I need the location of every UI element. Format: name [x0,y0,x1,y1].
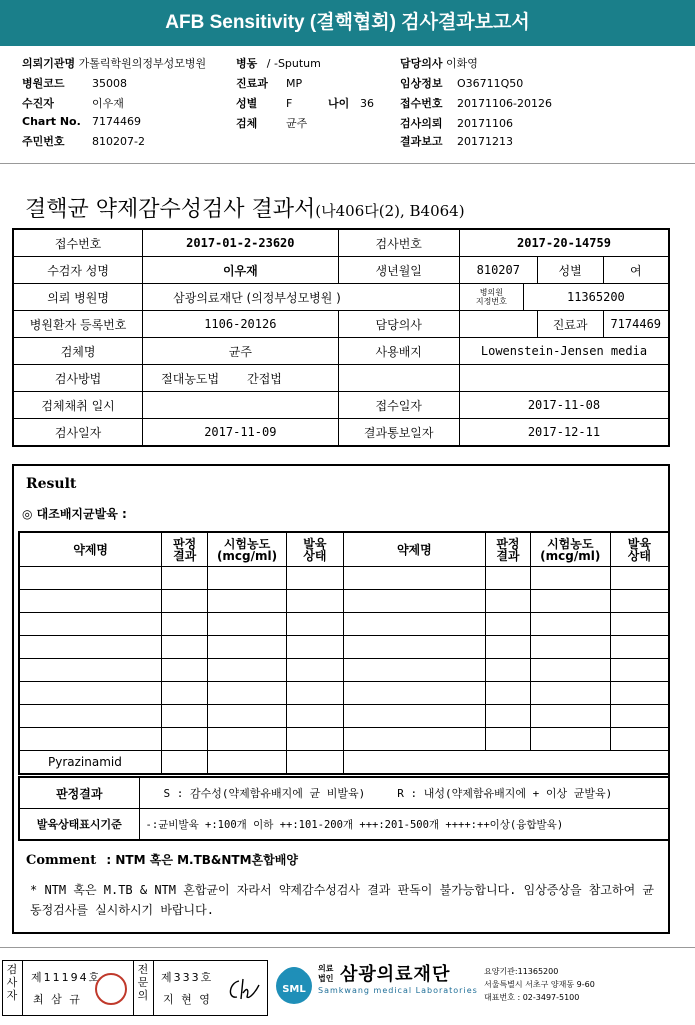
col-conc-2: 시험농도 (mcg/ml) [530,532,610,567]
received-label: 접수일자 [338,392,459,419]
col-drug-2: 약제명 [343,532,485,567]
test-no-label: 검사번호 [338,229,459,257]
specialist-no: 제333호 [161,971,214,984]
examiner-no: 제11194호 [31,971,102,984]
table-row [19,728,669,751]
physician [459,311,537,338]
footer-divider [0,947,695,948]
dob: 810207 [459,257,537,284]
method-blank-2 [459,365,669,392]
collect [143,392,338,419]
sig-divider-2 [133,961,134,1015]
patient-name-label: 수검자 성명 [13,257,143,284]
specialist-name: 지 현 영 [163,993,212,1006]
sex: 여 [603,257,669,284]
report-date: 결과보고 20171213 [400,135,513,148]
growth-label: 발육상태표시기준 [19,809,139,841]
sig-divider [22,961,23,1015]
examiner-name: 최 삼 규 [33,993,82,1006]
collect-label: 검체채취 일시 [13,392,143,419]
table-row [19,705,669,728]
table-row [19,636,669,659]
designated-no: 11365200 [523,284,669,311]
table-row-pyrazinamid [19,751,669,775]
method: 절대농도법 간접법 [143,365,338,392]
dept-label: 진료과 [537,311,603,338]
result-title: Result [26,476,77,492]
judge-legend: S : 감수성(약제함유배지에 균 비발육) R : 내성(약제함유배지에 + 이상 균발육) [139,777,669,809]
method-blank [338,365,459,392]
sig-divider-3 [153,961,154,1015]
request-date: 검사의뢰 20171106 [400,117,513,130]
dob-label: 생년월일 [338,257,459,284]
specialist-label: 전문의 [137,963,149,1002]
sml-logo-icon [272,962,316,1006]
reg-no: 1106-20126 [143,311,338,338]
designated-label: 병의원 지정번호 [459,284,523,311]
comment: Comment : NTM 혹은 M.TB&NTM혼합배양 [26,853,298,868]
ordering-institution: 의뢰기관명 가톨릭학원의정부성모병원 [22,57,207,70]
specimen: 검체 균주 [236,117,308,130]
col-judge-2: 판정 결과 [486,532,531,567]
specimen: 균주 [143,338,338,365]
hospital: 삼광의료재단 (의정부성모병원 ) [143,284,460,311]
table-row [19,682,669,705]
signature-icon [225,975,261,1005]
document-title: 결핵균 약제감수성검사 결과서(나406다(2), B4064) [25,197,465,222]
legend-table [18,776,670,841]
sex-label: 성별 [537,257,603,284]
org-name-en: Samkwang medical Laboratories [318,986,478,995]
receipt-number: 접수번호 20171106-20126 [400,97,552,110]
dept: 진료과 MP [236,77,303,90]
hospital-code: 병원코드 35008 [22,77,127,90]
test-date-label: 검사일자 [13,419,143,447]
test-no: 2017-20-14759 [459,229,669,257]
col-drug: 약제명 [19,532,162,567]
table-row [19,567,669,590]
judge-label: 판정결과 [19,777,139,809]
specimen-label: 검체명 [13,338,143,365]
drug-table [18,531,670,775]
test-date: 2017-11-09 [143,419,338,447]
seal-icon [95,973,127,1005]
receipt-no-label: 접수번호 [13,229,143,257]
org-name: 삼광의료재단 [340,964,451,985]
table-row [19,613,669,636]
notify-label: 결과통보일자 [338,419,459,447]
medium: Lowenstein-Jensen media [459,338,669,365]
hospital-label: 의뢰 병원명 [13,284,143,311]
org-kind: 의료 법인 [318,964,334,983]
signature-box [2,960,268,1016]
clinical-info: 임상정보 O36711Q50 [400,77,524,90]
physician-label: 담당의사 [338,311,459,338]
table-row [19,590,669,613]
table-row [19,659,669,682]
logo-abbr: SML [282,984,306,995]
ward: 병동 / -Sputum [236,57,321,70]
drug-pyrazinamid: Pyrazinamid [19,751,162,775]
specimen-form [12,228,670,447]
col-judge: 판정 결과 [162,532,208,567]
notify: 2017-12-11 [459,419,669,447]
col-growth: 발육 상태 [286,532,343,567]
patient-name: 이우재 [143,257,338,284]
org-contact: 요양기관:11365200 서울특별시 서초구 양재동 9-60 대표번호 : 02-3497-5100 [484,967,595,1002]
sex: 성별 F [236,97,293,110]
col-growth-2: 발육 상태 [610,532,669,567]
col-conc: 시험농도 (mcg/ml) [208,532,287,567]
age: 나이 36 [328,97,374,110]
report-header: AFB Sensitivity (결핵협회) 검사결과보고서 [0,0,695,46]
method-label: 검사방법 [13,365,143,392]
dept: 7174469 [603,311,669,338]
medium-label: 사용배지 [338,338,459,365]
growth-legend: -:균비발육 +:100개 이하 ++:101-200개 +++:201-500개 ++++:++이상(융합발육) [139,809,669,841]
receipt-no: 2017-01-2-23620 [143,229,338,257]
examiner-label: 검사자 [6,963,18,1002]
received: 2017-11-08 [459,392,669,419]
recipient: 수진자 이우재 [22,97,124,110]
doctor: 담당의사 이화영 [400,57,478,70]
rrn: 주민번호 810207-2 [22,135,145,148]
comment-note: * NTM 혹은 M.TB & NTM 혼합균이 자라서 약제감수성검사 결과 판독이 불가능합니다. 임상증상을 참고하여 균동정검사를 실시하시기 바랍니다. [30,883,654,917]
chart-number: Chart No. 7174469 [22,115,141,128]
control-growth: ◎ 대조배지균발육 : [22,507,127,521]
reg-no-label: 병원환자 등록번호 [13,311,143,338]
divider [0,163,695,164]
